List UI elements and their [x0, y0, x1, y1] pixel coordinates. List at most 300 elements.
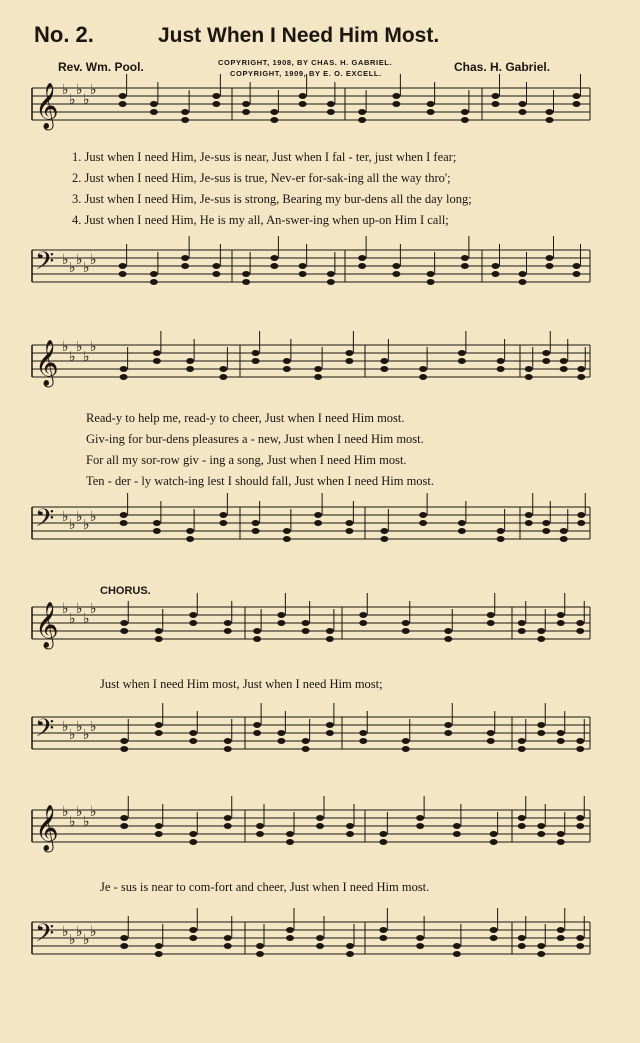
note-head [525, 366, 533, 372]
note-head [537, 628, 545, 634]
flat-icon: ♭ [69, 814, 76, 830]
bass-clef-icon: 𝄢 [35, 714, 55, 749]
note-head [546, 255, 554, 261]
note-head [518, 628, 526, 634]
note-head [573, 263, 581, 269]
note-head [252, 358, 260, 364]
note-head [212, 93, 220, 99]
note-head [120, 935, 128, 941]
note-head [345, 350, 353, 356]
flat-icon: ♭ [62, 339, 69, 355]
note-head [286, 839, 294, 845]
note-head [219, 520, 227, 526]
chorus-line-2: Je - sus is near to com-fort and cheer, Just when I need Him most. [100, 880, 430, 894]
note-head [461, 109, 469, 115]
flat-icon: ♭ [76, 509, 83, 525]
note-head [224, 815, 232, 821]
note-head [153, 520, 161, 526]
note-head [557, 730, 565, 736]
note-head [253, 722, 261, 728]
note-head [270, 117, 278, 123]
note-head [492, 93, 500, 99]
note-head [537, 823, 545, 829]
note-head [302, 746, 310, 752]
note-head [576, 620, 584, 626]
note-head [270, 109, 278, 115]
note-head [242, 109, 250, 115]
note-head [542, 520, 550, 526]
note-head [186, 528, 194, 534]
note-head [346, 823, 354, 829]
note-head [253, 636, 261, 642]
note-head [155, 831, 163, 837]
hymn-number: No. 2. [34, 22, 94, 47]
flat-icon: ♭ [62, 252, 69, 268]
flat-icon: ♭ [62, 719, 69, 735]
note-head [283, 528, 291, 534]
note-head [120, 746, 128, 752]
note-head [358, 109, 366, 115]
note-head [576, 823, 584, 829]
note-head [155, 722, 163, 728]
note-head [557, 927, 565, 933]
note-head [546, 109, 554, 115]
note-head [444, 636, 452, 642]
note-head [186, 358, 194, 364]
note-head [256, 823, 264, 829]
flat-icon: ♭ [83, 727, 90, 743]
note-head [252, 520, 260, 526]
note-head [461, 263, 469, 269]
note-head [497, 528, 505, 534]
chorus-line-1: Just when I need Him most, Just when I need Him most; [100, 677, 383, 691]
note-head [219, 374, 227, 380]
chorus-label: CHORUS. [100, 585, 151, 597]
note-head [458, 520, 466, 526]
note-head [542, 528, 550, 534]
note-head [345, 520, 353, 526]
note-head [181, 263, 189, 269]
note-head [392, 93, 400, 99]
note-head [542, 350, 550, 356]
note-head [573, 271, 581, 277]
note-head [181, 255, 189, 261]
flat-icon: ♭ [76, 804, 83, 820]
note-head [277, 620, 285, 626]
note-head [314, 366, 322, 372]
note-head [577, 374, 585, 380]
flat-icon: ♭ [90, 339, 97, 355]
note-head [380, 528, 388, 534]
note-head [155, 730, 163, 736]
note-head [519, 279, 527, 285]
flat-icon: ♭ [83, 932, 90, 948]
note-head [537, 943, 545, 949]
flat-icon: ♭ [90, 804, 97, 820]
note-head [119, 263, 127, 269]
note-head [542, 358, 550, 364]
bass-clef-icon: 𝄢 [35, 504, 55, 539]
note-head [402, 738, 410, 744]
note-head [224, 738, 232, 744]
note-head [537, 951, 545, 957]
note-head [120, 366, 128, 372]
note-head [299, 263, 307, 269]
note-head [560, 536, 568, 542]
note-head [316, 943, 324, 949]
note-head [277, 738, 285, 744]
note-head [427, 101, 435, 107]
note-head [346, 951, 354, 957]
note-head [497, 536, 505, 542]
note-head [379, 839, 387, 845]
note-head [189, 839, 197, 845]
note-head [189, 935, 197, 941]
verse-4-refrain: Ten - der - ly watch-ing lest I should fall, Just when I need Him most. [86, 474, 435, 488]
note-head [444, 628, 452, 634]
note-head [358, 117, 366, 123]
note-head [359, 730, 367, 736]
note-head [453, 951, 461, 957]
note-head [283, 358, 291, 364]
note-head [242, 271, 250, 277]
note-head [444, 722, 452, 728]
bass-clef-icon: 𝄢 [35, 247, 55, 282]
flat-icon: ♭ [69, 260, 76, 276]
note-head [212, 271, 220, 277]
flat-icon: ♭ [83, 517, 90, 533]
note-head [283, 366, 291, 372]
note-head [189, 831, 197, 837]
note-head [155, 636, 163, 642]
note-head [546, 117, 554, 123]
note-head [150, 101, 158, 107]
note-head [416, 943, 424, 949]
note-head [314, 374, 322, 380]
note-head [576, 628, 584, 634]
note-head [519, 101, 527, 107]
note-head [326, 730, 334, 736]
flat-icon: ♭ [69, 92, 76, 108]
treble-clef-icon: 𝄞 [35, 340, 59, 386]
note-head [518, 935, 526, 941]
note-head [497, 366, 505, 372]
note-head [316, 823, 324, 829]
note-head [458, 358, 466, 364]
note-head [189, 927, 197, 933]
flat-icon: ♭ [69, 727, 76, 743]
verse-3-refrain: For all my sor-row giv - ing a song, Just when I need Him most. [86, 453, 407, 467]
note-head [577, 520, 585, 526]
note-head [444, 730, 452, 736]
note-head [270, 263, 278, 269]
note-head [519, 109, 527, 115]
flat-icon: ♭ [76, 339, 83, 355]
verse-1-refrain: Read-y to help me, read-y to cheer, Just when I need Him most. [86, 411, 405, 425]
note-head [119, 101, 127, 107]
note-head [219, 512, 227, 518]
flat-icon: ♭ [83, 814, 90, 830]
flat-icon: ♭ [76, 252, 83, 268]
note-head [537, 730, 545, 736]
note-head [560, 366, 568, 372]
note-head [316, 935, 324, 941]
note-head [416, 823, 424, 829]
flat-icon: ♭ [90, 252, 97, 268]
note-head [119, 93, 127, 99]
note-head [518, 815, 526, 821]
note-head [224, 935, 232, 941]
note-head [186, 536, 194, 542]
note-head [346, 943, 354, 949]
note-head [453, 831, 461, 837]
note-head [256, 943, 264, 949]
note-head [379, 927, 387, 933]
note-head [525, 374, 533, 380]
flat-icon: ♭ [83, 260, 90, 276]
flat-icon: ♭ [76, 601, 83, 617]
verse-3-line: 3. Just when I need Him, Je-sus is strong, Bearing my bur-dens all the day long; [72, 192, 472, 206]
flat-icon: ♭ [90, 924, 97, 940]
note-head [242, 279, 250, 285]
flat-icon: ♭ [62, 82, 69, 98]
note-head [302, 620, 310, 626]
note-head [316, 815, 324, 821]
note-head [458, 528, 466, 534]
note-head [518, 738, 526, 744]
note-head [573, 101, 581, 107]
flat-icon: ♭ [62, 601, 69, 617]
hymn-title: Just When I Need Him Most. [158, 24, 440, 47]
note-head [557, 831, 565, 837]
note-head [392, 101, 400, 107]
note-head [327, 271, 335, 277]
note-head [155, 943, 163, 949]
note-head [119, 271, 127, 277]
note-head [242, 101, 250, 107]
note-head [286, 927, 294, 933]
note-head [492, 271, 500, 277]
note-head [252, 350, 260, 356]
note-head [326, 628, 334, 634]
note-head [461, 117, 469, 123]
note-head [286, 831, 294, 837]
note-head [497, 358, 505, 364]
treble-clef-icon: 𝄞 [35, 602, 59, 648]
flat-icon: ♭ [90, 719, 97, 735]
note-head [345, 528, 353, 534]
flat-icon: ♭ [62, 509, 69, 525]
flat-icon: ♭ [83, 611, 90, 627]
note-head [359, 620, 367, 626]
flat-icon: ♭ [90, 601, 97, 617]
note-head [458, 350, 466, 356]
note-head [299, 101, 307, 107]
note-head [577, 366, 585, 372]
note-head [359, 612, 367, 618]
note-head [224, 620, 232, 626]
note-head [224, 746, 232, 752]
note-head [402, 746, 410, 752]
note-head [302, 738, 310, 744]
author-credit: Rev. Wm. Pool. [58, 60, 144, 74]
note-head [453, 823, 461, 829]
note-head [537, 636, 545, 642]
note-head [150, 109, 158, 115]
note-head [487, 738, 495, 744]
note-head [256, 951, 264, 957]
note-head [419, 520, 427, 526]
note-head [327, 109, 335, 115]
verse-4-line: 4. Just when I need Him, He is my all, An-swer-ing when up-on Him I call; [72, 213, 449, 227]
composer-credit: Chas. H. Gabriel. [454, 60, 551, 74]
note-head [518, 823, 526, 829]
note-head [419, 366, 427, 372]
note-head [380, 536, 388, 542]
note-head [358, 263, 366, 269]
note-head [286, 935, 294, 941]
verse-2-line: 2. Just when I need Him, Je-sus is true, Nev-er for-sak-ing all the way thro'; [72, 171, 451, 185]
note-head [557, 738, 565, 744]
note-head [150, 271, 158, 277]
note-head [155, 951, 163, 957]
note-head [302, 628, 310, 634]
note-head [576, 738, 584, 744]
note-head [402, 628, 410, 634]
note-head [359, 738, 367, 744]
note-head [576, 943, 584, 949]
note-head [181, 117, 189, 123]
note-head [576, 815, 584, 821]
note-head [487, 620, 495, 626]
bass-clef-icon: 𝄢 [35, 919, 55, 954]
note-head [461, 255, 469, 261]
flat-icon: ♭ [90, 509, 97, 525]
note-head [557, 839, 565, 845]
note-head [327, 279, 335, 285]
note-head [314, 512, 322, 518]
note-head [277, 730, 285, 736]
note-head [560, 528, 568, 534]
note-head [487, 730, 495, 736]
note-head [224, 628, 232, 634]
note-head [402, 620, 410, 626]
note-head [120, 628, 128, 634]
note-head [252, 528, 260, 534]
note-head [270, 255, 278, 261]
flat-icon: ♭ [69, 517, 76, 533]
note-head [427, 109, 435, 115]
note-head [153, 528, 161, 534]
note-head [427, 271, 435, 277]
note-head [150, 279, 158, 285]
note-head [219, 366, 227, 372]
note-head [153, 350, 161, 356]
note-head [326, 636, 334, 642]
verse-1-line: 1. Just when I need Him, Je-sus is near, Just when I fal - ter, just when I fear; [72, 150, 457, 164]
flat-icon: ♭ [90, 82, 97, 98]
note-head [277, 612, 285, 618]
note-head [518, 943, 526, 949]
note-head [453, 943, 461, 949]
note-head [379, 935, 387, 941]
note-head [120, 738, 128, 744]
flat-icon: ♭ [76, 924, 83, 940]
note-head [560, 358, 568, 364]
note-head [299, 271, 307, 277]
note-head [557, 620, 565, 626]
note-head [392, 263, 400, 269]
note-head [379, 831, 387, 837]
note-head [487, 612, 495, 618]
note-head [189, 620, 197, 626]
note-head [490, 935, 498, 941]
note-head [120, 620, 128, 626]
note-head [212, 263, 220, 269]
note-head [392, 271, 400, 277]
note-head [546, 263, 554, 269]
note-head [490, 831, 498, 837]
copyright-line-2: COPYRIGHT, 1909, BY E. O. EXCELL. [230, 69, 382, 78]
note-head [189, 730, 197, 736]
note-head [120, 943, 128, 949]
flat-icon: ♭ [62, 924, 69, 940]
note-head [224, 943, 232, 949]
note-head [576, 935, 584, 941]
note-head [419, 374, 427, 380]
note-head [153, 358, 161, 364]
note-head [525, 512, 533, 518]
note-head [120, 512, 128, 518]
note-head [427, 279, 435, 285]
flat-icon: ♭ [76, 82, 83, 98]
note-head [537, 831, 545, 837]
flat-icon: ♭ [62, 804, 69, 820]
note-head [492, 263, 500, 269]
note-head [189, 612, 197, 618]
note-head [346, 831, 354, 837]
note-head [419, 512, 427, 518]
note-head [490, 839, 498, 845]
note-head [490, 927, 498, 933]
note-head [358, 255, 366, 261]
note-head [327, 101, 335, 107]
note-head [120, 815, 128, 821]
copyright-line-1: COPYRIGHT, 1908, BY CHAS. H. GABRIEL. [218, 58, 393, 67]
note-head [155, 628, 163, 634]
treble-clef-icon: 𝄞 [35, 83, 59, 129]
note-head [380, 358, 388, 364]
note-head [181, 109, 189, 115]
flat-icon: ♭ [83, 92, 90, 108]
note-head [314, 520, 322, 526]
note-head [518, 620, 526, 626]
note-head [518, 746, 526, 752]
note-head [326, 722, 334, 728]
note-head [283, 536, 291, 542]
flat-icon: ♭ [69, 349, 76, 365]
note-head [380, 366, 388, 372]
note-head [416, 935, 424, 941]
note-head [256, 831, 264, 837]
note-head [120, 823, 128, 829]
note-head [577, 512, 585, 518]
note-head [120, 520, 128, 526]
note-head [253, 628, 261, 634]
note-head [525, 520, 533, 526]
verse-2-refrain: Giv-ing for bur-dens pleasures a - new, Just when I need Him most. [86, 432, 424, 446]
flat-icon: ♭ [69, 611, 76, 627]
